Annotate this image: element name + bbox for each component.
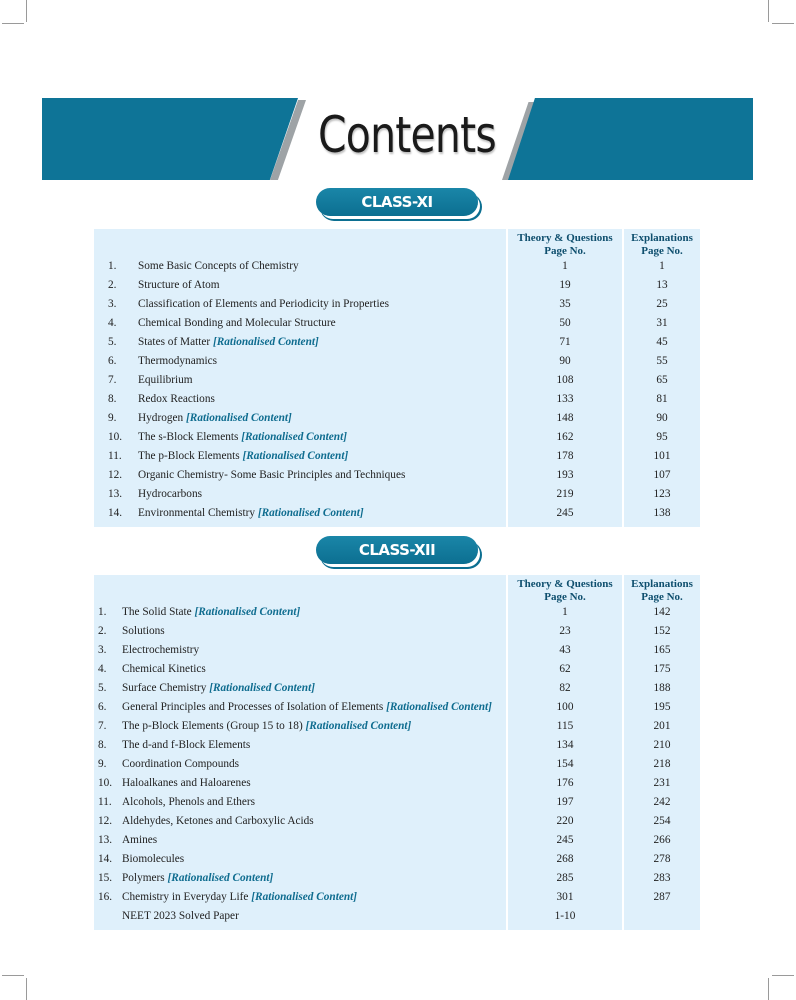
theory-page-number: 108 [556,374,574,386]
toc-entry [94,603,700,622]
chapter-title: Redox Reactions [138,393,215,405]
toc-entry [94,736,700,755]
theory-page-number: 35 [559,298,571,310]
explanations-column-header: Explanations Page No. [631,232,693,257]
toc-entry [94,812,700,831]
explanations-page-number: 283 [653,872,671,884]
theory-page-number: 154 [556,758,574,770]
theory-page-number: 245 [556,834,574,846]
table-header [94,229,700,257]
explanations-page-number: 123 [653,488,671,500]
chapter-title: Aldehydes, Ketones and Carboxylic Acids [122,815,314,827]
chapter-title: Polymers [Rationalised Content] [122,872,274,884]
chapter-number: 9. [98,758,107,770]
chapter-number: 16. [98,891,113,903]
chapter-number: 1. [108,260,117,272]
theory-page-number: 115 [556,720,574,732]
toc-entry [94,314,700,333]
theory-page-number: 178 [556,450,574,462]
theory-page-number: 220 [556,815,574,827]
toc-entry [94,641,700,660]
explanations-page-number: 231 [653,777,671,789]
explanations-page-number: 152 [653,625,671,637]
theory-page-number: 71 [559,336,571,348]
theory-page-number: 245 [556,507,574,519]
chapter-number: 7. [98,720,107,732]
class-xii-table [94,575,700,930]
chapter-number: 14. [98,853,113,865]
explanations-page-number: 188 [653,682,671,694]
toc-entry [94,257,700,276]
toc-entry [94,622,700,641]
crop-mark [2,23,24,24]
chapter-number: 13. [108,488,123,500]
chapter-title: Coordination Compounds [122,758,240,770]
class-xi-heading: CLASS-XI [316,188,478,216]
chapter-title: States of Matter [Rationalised Content] [138,336,319,348]
chapter-title: Haloalkanes and Haloarenes [122,777,251,789]
toc-entry [94,352,700,371]
chapter-number: 7. [108,374,117,386]
toc-entry [94,850,700,869]
rationalised-tag: [Rationalised Content] [305,720,412,732]
chapter-title: Classification of Elements and Periodicity in Properties [138,298,389,310]
chapter-title: Surface Chemistry [Rationalised Content] [122,682,315,694]
crop-mark [26,0,27,22]
chapter-number: 10. [108,431,123,443]
theory-page-number: 219 [556,488,574,500]
theory-page-number: 62 [559,663,571,675]
chapter-title: Environmental Chemistry [Rationalised Content] [138,507,364,519]
explanations-page-number: 107 [653,469,671,481]
rationalised-tag: [Rationalised Content] [386,701,492,713]
toc-entry [94,371,700,390]
rationalised-tag: [Rationalised Content] [167,872,274,884]
theory-page-number: 148 [556,412,574,424]
chapter-title: Structure of Atom [138,279,220,291]
explanations-page-number: 45 [656,336,668,348]
toc-entry [94,869,700,888]
toc-entry [94,409,700,428]
crop-mark [772,23,794,24]
explanations-page-number: 13 [656,279,668,291]
chapter-title: Hydrocarbons [138,488,202,500]
explanations-page-number: 95 [656,431,668,443]
explanations-page-number: 55 [656,355,668,367]
chapter-number: 5. [108,336,117,348]
explanations-page-number: 81 [656,393,668,405]
rationalised-tag: [Rationalised Content] [242,450,349,462]
toc-entry [94,907,700,926]
chapter-number: 5. [98,682,107,694]
explanations-page-number: 210 [653,739,671,751]
rationalised-tag: [Rationalised Content] [251,891,358,903]
theory-page-number: 133 [556,393,574,405]
toc-entry [94,698,700,717]
theory-page-number: 301 [556,891,574,903]
theory-page-number: 82 [559,682,571,694]
toc-entry [94,333,700,352]
theory-column-header: Theory & Questions Page No. [517,578,613,603]
chapter-title: The d-and f-Block Elements [122,739,251,751]
crop-mark [2,975,24,976]
explanations-page-number: 25 [656,298,668,310]
rationalised-tag: [Rationalised Content] [257,507,364,519]
explanations-page-number: 201 [653,720,671,732]
theory-page-number: 197 [556,796,574,808]
theory-page-number: 19 [559,279,571,291]
toc-entry [94,295,700,314]
chapter-title: Amines [122,834,158,846]
toc-entry [94,774,700,793]
chapter-title: Some Basic Concepts of Chemistry [138,260,299,272]
toc-entry [94,485,700,504]
theory-page-number: 134 [556,739,574,751]
rationalised-tag: [Rationalised Content] [209,682,315,694]
theory-page-number: 50 [559,317,571,329]
chapter-title: NEET 2023 Solved Paper [122,910,239,922]
theory-page-number: 90 [559,355,571,367]
chapter-number: 2. [98,625,107,637]
explanations-page-number: 218 [653,758,671,770]
class-xi-table [94,229,700,527]
chapter-number: 12. [98,815,113,827]
banner-right-block [508,98,753,180]
theory-page-number: 285 [556,872,574,884]
chapter-number: 3. [98,644,107,656]
theory-column-header: Theory & Questions Page No. [517,232,613,257]
explanations-page-number: 195 [653,701,671,713]
chapter-number: 10. [98,777,113,789]
chapter-title: General Principles and Processes of Isolation of Elements [Rationalised Content] [122,701,492,713]
chapter-title: Chemistry in Everyday Life [Rationalised Content] [122,891,358,903]
chapter-number: 12. [108,469,123,481]
chapter-number: 4. [108,317,117,329]
theory-page-number: 1 [562,260,568,272]
explanations-page-number: 138 [653,507,671,519]
theory-page-number: 162 [556,431,574,443]
toc-entry [94,660,700,679]
explanations-page-number: 278 [653,853,671,865]
table-header [94,575,700,603]
chapter-title: Electrochemistry [122,644,200,656]
chapter-title: Thermodynamics [138,355,218,367]
crop-mark [768,0,769,22]
explanations-page-number: 266 [653,834,671,846]
explanations-page-number: 142 [653,606,671,618]
chapter-number: 6. [98,701,107,713]
chapter-title: The p-Block Elements [Rationalised Content] [138,450,349,462]
chapter-number: 1. [98,606,107,618]
chapter-number: 13. [98,834,113,846]
chapter-number: 8. [98,739,107,751]
chapter-number: 11. [108,450,122,462]
chapter-number: 9. [108,412,117,424]
rationalised-tag: [Rationalised Content] [241,431,347,443]
theory-page-number: 1-10 [554,910,576,922]
chapter-title: Biomolecules [122,853,185,865]
toc-entry [94,428,700,447]
toc-entry [94,466,700,485]
crop-mark [768,978,769,1000]
explanations-page-number: 65 [656,374,668,386]
theory-page-number: 1 [562,606,568,618]
class-xii-heading: CLASS-XII [316,536,478,564]
toc-entry [94,504,700,523]
banner-left-block [42,98,298,180]
chapter-title: Chemical Bonding and Molecular Structure [138,317,336,329]
chapter-number: 2. [108,279,117,291]
chapter-title: Equilibrium [138,374,193,386]
crop-mark [26,978,27,1000]
explanations-page-number: 254 [653,815,671,827]
chapter-number: 4. [98,663,107,675]
toc-entry [94,390,700,409]
theory-page-number: 193 [556,469,574,481]
theory-page-number: 100 [556,701,574,713]
chapter-number: 3. [108,298,117,310]
theory-page-number: 43 [559,644,571,656]
chapter-title: Chemical Kinetics [122,663,206,675]
explanations-page-number: 165 [653,644,671,656]
theory-page-number: 268 [556,853,574,865]
explanations-page-number: 175 [653,663,671,675]
theory-page-number: 23 [559,625,571,637]
chapter-title: The Solid State [Rationalised Content] [122,606,301,618]
theory-page-number: 176 [556,777,574,789]
toc-entry [94,276,700,295]
rationalised-tag: [Rationalised Content] [194,606,301,618]
chapter-number: 8. [108,393,117,405]
chapter-title: Hydrogen [Rationalised Content] [138,412,292,424]
chapter-title: The p-Block Elements (Group 15 to 18) [Rationalised Content] [122,720,412,732]
contents-banner [0,98,796,180]
explanations-column-header: Explanations Page No. [631,578,693,603]
chapter-title: Alcohols, Phenols and Ethers [122,796,256,808]
explanations-page-number: 287 [653,891,671,903]
chapter-title: Solutions [122,625,165,637]
crop-mark [772,975,794,976]
chapter-number: 6. [108,355,117,367]
chapter-title: Organic Chemistry- Some Basic Principles and Techniques [138,469,406,481]
toc-entry [94,793,700,812]
explanations-page-number: 90 [656,412,668,424]
chapter-number: 11. [98,796,112,808]
chapter-number: 14. [108,507,123,519]
explanations-page-number: 31 [656,317,668,329]
page-title: Contents [318,106,496,164]
chapter-number: 15. [98,872,113,884]
toc-entry [94,717,700,736]
toc-entry [94,755,700,774]
explanations-page-number: 101 [653,450,671,462]
toc-entry [94,447,700,466]
toc-entry [94,831,700,850]
toc-entry [94,888,700,907]
rationalised-tag: [Rationalised Content] [186,412,292,424]
toc-entry [94,679,700,698]
explanations-page-number: 1 [659,260,665,272]
chapter-title: The s-Block Elements [Rationalised Content] [138,431,347,443]
explanations-page-number: 242 [653,796,671,808]
rationalised-tag: [Rationalised Content] [212,336,319,348]
